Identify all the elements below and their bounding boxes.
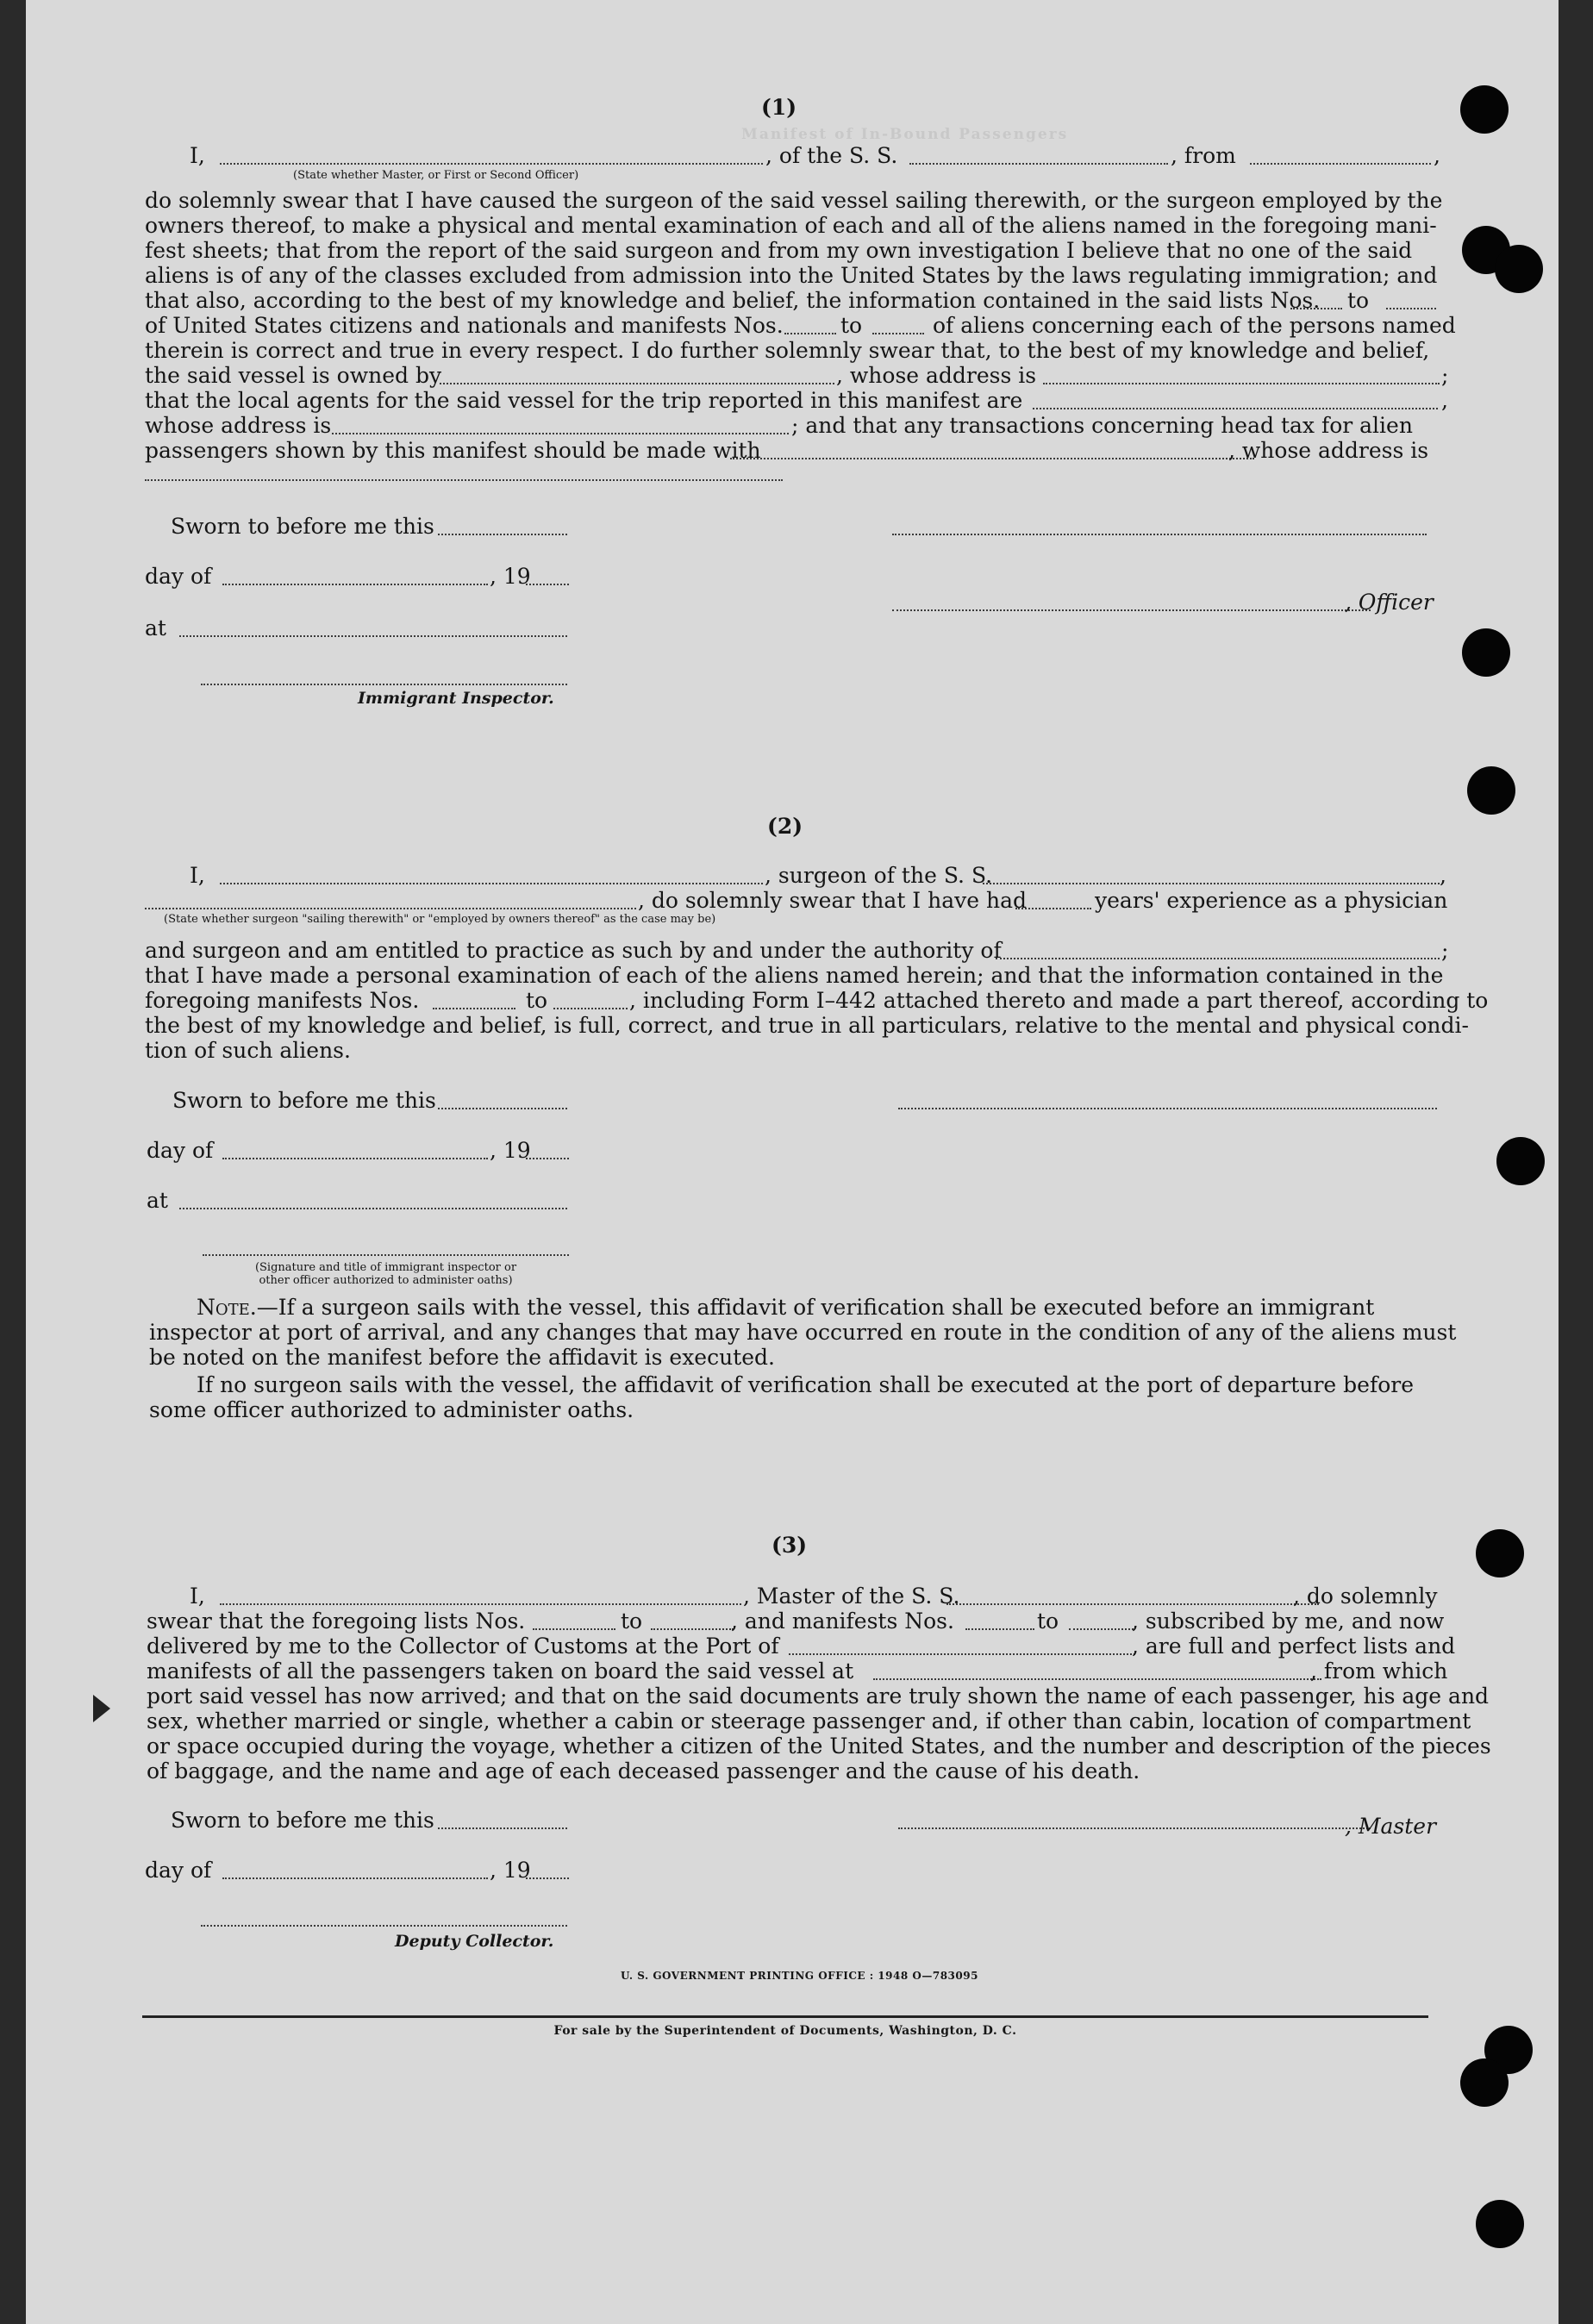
s2-vessel-blank[interactable]	[983, 883, 1440, 884]
s3-manifests-to-blank[interactable]	[1069, 1628, 1134, 1630]
s1-agents-comma: ,	[1441, 388, 1448, 413]
s3-subscribed: , subscribed by me, and now	[1132, 1609, 1445, 1634]
s3-do-solemnly: , do solemnly	[1293, 1584, 1438, 1609]
s1-para-line-7: therein is correct and true in every respect. I do further solemnly swear that, to the best of my knowledge and belief,	[145, 338, 1430, 363]
s1-name-blank[interactable]	[220, 163, 763, 165]
s2-para-line-2: that I have made a personal examination of each of the aliens named herein; and that the information contained in the	[145, 963, 1444, 988]
section-1-number: (1)	[761, 95, 797, 120]
s2-sig-note-1: (Signature and title of immigrant inspector or	[254, 1261, 517, 1274]
s1-year: , 19	[490, 564, 531, 589]
s3-para-line-6: or space occupied during the voyage, whether a citizen of the United States, and the number and description of the pieces	[147, 1734, 1491, 1759]
s1-owner-address-label: , whose address is	[836, 363, 1037, 388]
s1-inspector-blank[interactable]	[201, 684, 567, 685]
s1-para-line-2: owners thereof, to make a physical and mental examination of each and all of the aliens named in the foregoing mani-	[145, 213, 1437, 238]
s1-para-line-3: fest sheets; that from the report of the said surgeon and from my own investigation I believe that no one of the said	[145, 238, 1413, 263]
s3-swear-lists: swear that the foregoing lists Nos.	[147, 1609, 526, 1634]
s3-manifests-all: manifests of all the passengers taken on board the said vessel at	[147, 1659, 854, 1684]
s1-manifests-from-blank[interactable]	[784, 333, 836, 334]
footer-rule	[142, 2015, 1428, 2018]
s1-inspector-label: Immigrant Inspector.	[358, 689, 554, 708]
binder-hole	[1476, 2200, 1524, 2248]
s2-day-of: day of	[147, 1138, 214, 1163]
s1-para-line-6: of United States citizens and nationals and manifests Nos.	[145, 313, 784, 338]
gpo-imprint: U. S. GOVERNMENT PRINTING OFFICE : 1948 O—783095	[621, 1970, 978, 1982]
s3-master-blank[interactable]	[898, 1827, 1371, 1829]
s2-foregoing: foregoing manifests Nos.	[145, 988, 420, 1013]
s3-day-blank[interactable]	[222, 1877, 488, 1879]
binder-hole	[1460, 2058, 1509, 2107]
s1-manifests-to: to	[840, 313, 863, 338]
s3-master-label: , Master	[1345, 1814, 1437, 1839]
arrow-mark	[93, 1695, 110, 1722]
s2-to: to	[526, 988, 548, 1013]
s3-para-line-5: sex, whether married or single, whether a cabin or steerage passenger and, if other than cabin, location of compartment	[147, 1709, 1471, 1734]
s2-at-blank[interactable]	[179, 1208, 567, 1209]
s3-lists-to: to	[621, 1609, 643, 1634]
s1-local-agents: that the local agents for the said vessel for the trip reported in this manifest are	[145, 388, 1023, 413]
s1-agents-blank[interactable]	[1033, 408, 1438, 409]
s2-comma: ,	[1440, 863, 1446, 888]
s1-day-of: day of	[145, 564, 212, 589]
s1-of-ss: , of the S. S.	[765, 143, 898, 168]
s1-semicolon: ;	[1441, 363, 1449, 388]
s2-day-blank[interactable]	[222, 1158, 488, 1159]
s2-authority-blank[interactable]	[996, 958, 1440, 959]
s2-para-line-5: tion of such aliens.	[145, 1038, 351, 1063]
s1-headtax-blank[interactable]	[730, 458, 1254, 459]
s3-from-which: , from which	[1310, 1659, 1448, 1684]
binder-hole	[1495, 245, 1543, 293]
s3-deputy-label: Deputy Collector.	[395, 1932, 554, 1951]
sale-imprint: For sale by the Superintendent of Documents, Washington, D. C.	[553, 2024, 1017, 2038]
s2-sig-note-2: other officer authorized to administer oaths)	[259, 1274, 513, 1287]
s1-head-tax: ; and that any transactions concerning head tax for alien	[791, 413, 1413, 438]
note-text: —If a surgeon sails with the vessel, this affidavit of verification shall be executed before an immigrant	[256, 1295, 1375, 1320]
s2-sworn-blank[interactable]	[438, 1108, 567, 1109]
s3-para-line-7: of baggage, and the name and age of each deceased passenger and the cause of his death.	[147, 1759, 1140, 1784]
s2-status-blank[interactable]	[145, 908, 636, 909]
s3-para-line-4: port said vessel has now arrived; and that on the said documents are truly shown the name of each passenger, his age and	[147, 1684, 1490, 1709]
s3-master-of: , Master of the S. S.	[743, 1584, 960, 1609]
s1-para-line-6-end: of aliens concerning each of the persons named	[933, 313, 1456, 338]
s1-lists-from-blank[interactable]	[1290, 308, 1342, 309]
s2-sworn: Sworn to before me this	[172, 1088, 436, 1113]
s1-i: I,	[190, 143, 205, 168]
s2-at: at	[147, 1188, 168, 1213]
s2-semicolon: ;	[1441, 938, 1449, 963]
s1-at: at	[145, 615, 166, 640]
section-3-number: (3)	[772, 1533, 808, 1558]
s3-manifests-from-blank[interactable]	[965, 1628, 1034, 1630]
s3-lists-to-blank[interactable]	[651, 1628, 734, 1630]
s3-lists-from-blank[interactable]	[533, 1628, 615, 1630]
s1-sworn-blank[interactable]	[438, 534, 567, 535]
s2-i: I,	[190, 863, 205, 888]
s3-and-manifests: , and manifests Nos.	[731, 1609, 954, 1634]
s3-vessel-at-blank[interactable]	[873, 1678, 1321, 1680]
s2-para-line-4: the best of my knowledge and belief, is full, correct, and true in all particulars, relative to the mental and physical condi-	[145, 1013, 1469, 1038]
s1-from: , from	[1171, 143, 1236, 168]
s2-signature-inspector-blank[interactable]	[203, 1254, 569, 1256]
s2-solemnly: , do solemnly swear that I have had	[638, 888, 1028, 913]
s2-signature-blank[interactable]	[898, 1108, 1437, 1109]
s1-officer-blank[interactable]	[892, 609, 1371, 611]
s2-status-note: (State whether surgeon "sailing therewith" or "employed by owners thereof" as the case may be)	[164, 913, 716, 926]
s1-title-note: (State whether Master, or First or Second Officer)	[293, 169, 579, 182]
s1-para-line-4: aliens is of any of the classes excluded from admission into the United States by the laws regulating immigration; and	[145, 263, 1438, 288]
s1-vessel-blank[interactable]	[909, 163, 1168, 165]
s3-year: , 19	[490, 1858, 531, 1883]
section-2-number: (2)	[767, 814, 803, 839]
s2-authority: and surgeon and am entitled to practice as such by and under the authority of	[145, 938, 1002, 963]
s1-para-line-5: that also, according to the best of my knowledge and belief, the information contained in the said lists Nos.	[145, 288, 1321, 313]
s2-year: , 19	[490, 1138, 531, 1163]
s3-delivered: delivered by me to the Collector of Customs at the Port of	[147, 1634, 779, 1659]
s1-from-blank[interactable]	[1250, 163, 1431, 165]
s3-full-perfect: , are full and perfect lists and	[1132, 1634, 1456, 1659]
s2-note-line-2: inspector at port of arrival, and any changes that may have occurred en route in the condition of any of the aliens must	[149, 1320, 1457, 1345]
s3-day-of: day of	[145, 1858, 212, 1883]
s1-owner-address-blank[interactable]	[1043, 383, 1440, 384]
s1-para-line-1: do solemnly swear that I have caused the surgeon of the said vessel sailing therewith, or the surgeon employed by the	[145, 188, 1443, 213]
faded-header-text: Manifest of In-Bound Passengers	[741, 126, 1069, 143]
s1-day-blank[interactable]	[222, 584, 488, 585]
s1-at-blank[interactable]	[179, 635, 567, 637]
binder-hole	[1460, 85, 1509, 134]
s1-whose-address: whose address is	[145, 413, 332, 438]
s1-comma: ,	[1434, 143, 1440, 168]
form-page	[26, 0, 1559, 2324]
binder-hole	[1496, 1137, 1545, 1185]
s2-years-blank[interactable]	[1015, 908, 1091, 909]
s1-owner-blank[interactable]	[440, 383, 834, 384]
s1-lists-to-blank[interactable]	[1386, 308, 1436, 309]
s1-headtax-address-blank[interactable]	[145, 479, 783, 481]
s1-agents-address-blank[interactable]	[332, 433, 789, 434]
s3-name-blank[interactable]	[220, 1603, 741, 1605]
s3-year-blank[interactable]	[526, 1877, 569, 1879]
s1-lists-to: to	[1347, 288, 1370, 313]
s1-year-blank[interactable]	[526, 584, 569, 585]
s2-manifests-from-blank[interactable]	[433, 1008, 515, 1009]
s3-port-blank[interactable]	[789, 1653, 1135, 1655]
s3-i: I,	[190, 1584, 205, 1609]
s1-owned-by: the said vessel is owned by	[145, 363, 442, 388]
s3-sworn-blank[interactable]	[438, 1827, 567, 1829]
binder-hole	[1467, 766, 1515, 815]
s2-manifests-to-blank[interactable]	[553, 1008, 628, 1009]
s2-note-line-5: some officer authorized to administer oaths.	[149, 1397, 634, 1422]
note-label: Note.	[197, 1295, 257, 1320]
s2-note-line-3: be noted on the manifest before the affidavit is executed.	[149, 1345, 775, 1370]
s2-year-blank[interactable]	[526, 1158, 569, 1159]
s1-officer-label: , Officer	[1345, 590, 1434, 615]
s3-sworn: Sworn to before me this	[171, 1808, 434, 1833]
s3-manifests-to: to	[1037, 1609, 1059, 1634]
s1-passengers-shown: passengers shown by this manifest should be made with	[145, 438, 761, 463]
binder-hole	[1462, 628, 1510, 677]
s2-surgeon-of: , surgeon of the S. S.	[765, 863, 993, 888]
s2-note-line-4: If no surgeon sails with the vessel, the affidavit of verification shall be executed at the port of departure before	[197, 1372, 1414, 1397]
s2-form-i442: , including Form I–442 attached thereto and made a part thereof, according to	[629, 988, 1489, 1013]
s2-years-experience: years' experience as a physician	[1095, 888, 1448, 913]
s2-name-blank[interactable]	[220, 883, 763, 884]
s1-whose-address-end: , whose address is	[1228, 438, 1429, 463]
s2-note-line-1	[197, 1295, 1374, 1320]
s1-sworn: Sworn to before me this	[171, 514, 434, 539]
s3-vessel-blank[interactable]	[946, 1603, 1319, 1605]
binder-hole	[1476, 1529, 1524, 1577]
s1-signature-blank[interactable]	[892, 534, 1427, 535]
s1-manifests-to-blank[interactable]	[872, 333, 924, 334]
s3-deputy-blank[interactable]	[201, 1925, 567, 1927]
